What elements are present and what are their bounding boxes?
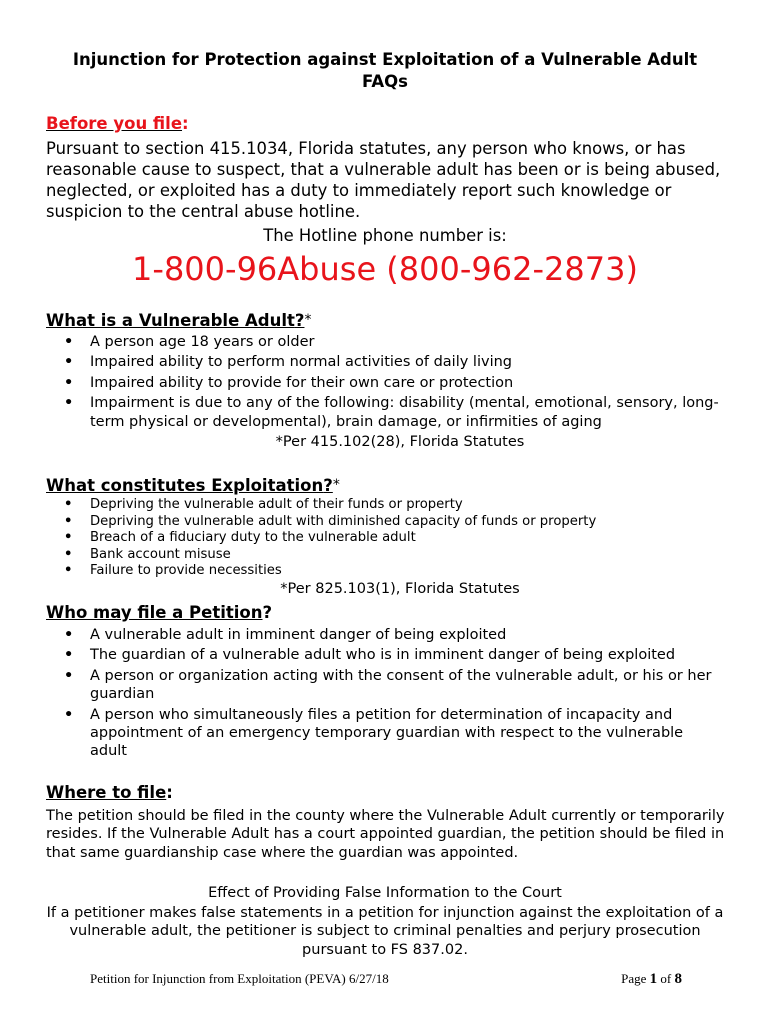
where-to-file-colon: : (166, 783, 173, 802)
page-word: Page (621, 971, 647, 986)
list-item: • Breach of a fiduciary duty to the vulnerable adult (64, 530, 724, 547)
before-you-file-title: Before you file (46, 114, 183, 133)
exploitation-question-mark: ? (323, 476, 333, 495)
exploitation-list (64, 497, 724, 580)
list-item: • A person age 18 years or older (64, 333, 724, 352)
list-item: • Depriving the vulnerable adult of their funds or property (64, 497, 724, 514)
list-item: • Failure to provide necessities (64, 563, 724, 580)
false-info-text: If a petitioner makes false statements in a petition for injunction against the exploitation of a vulnerable adult, the petitioner is subject to criminal penalties and perjury prosecution pursuant to FS 837.02. (46, 905, 724, 958)
list-item: • A vulnerable adult in imminent danger of being exploited (64, 626, 724, 644)
hotline-label: The Hotline phone number is: (263, 226, 507, 245)
exploitation-heading (46, 476, 340, 495)
list-item: • Bank account misuse (64, 547, 724, 564)
list-item: • Impaired ability to provide for their own care or protection (64, 374, 724, 393)
exploitation-star: * (332, 477, 340, 493)
current-page: 1 (649, 971, 658, 987)
list-item: • Depriving the vulnerable adult with diminished capacity of funds or property (64, 514, 724, 531)
hotline-number: 1-800-96Abuse (800-962-2873) (132, 250, 638, 288)
where-to-file-heading (46, 783, 173, 802)
vulnerable-adult-star: * (304, 312, 312, 328)
vulnerable-adult-heading (46, 311, 311, 330)
where-to-file-text: The petition should be filed in the county where the Vulnerable Adult currently or temporarily resides. If the Vulnerable Adult has a court appointed guardian, the petition should be filed in that same guardianship case where the guardian was appointed. (46, 808, 725, 861)
footer-form-name: Petition for Injunction from Exploitation (PEVA) 6/27/18 (90, 971, 389, 986)
vulnerable-adult-question-mark: ? (294, 311, 305, 330)
where-to-file-title: Where to file (46, 783, 167, 802)
vulnerable-adult-title: What is a Vulnerable Adult (46, 311, 295, 330)
page-footer (90, 971, 690, 987)
list-item: • Impairment is due to any of the following: disability (mental, emotional, sensory, long-term physical or developmental), brain damage, or infirmities of aging (64, 394, 724, 432)
page-number (621, 971, 682, 988)
before-you-file-colon: : (182, 114, 189, 133)
total-pages: 8 (674, 971, 682, 987)
who-may-file-heading (46, 603, 272, 622)
who-may-file-question-mark: ? (262, 603, 273, 622)
of-word: of (660, 971, 672, 986)
list-item: • The guardian of a vulnerable adult who is in imminent danger of being exploited (64, 646, 724, 664)
page-title (40, 49, 730, 93)
who-may-file-title: Who may file a Petition (46, 603, 263, 622)
list-item: • A person or organization acting with the consent of the vulnerable adult, or his or her guardian (64, 667, 724, 704)
title-line-1: Injunction for Protection against Exploitation of a Vulnerable Adult (72, 50, 698, 69)
vulnerable-adult-citation: *Per 415.102(28), Florida Statutes (275, 434, 525, 450)
exploitation-citation: *Per 825.103(1), Florida Statutes (280, 581, 520, 597)
before-you-file-heading (46, 114, 189, 133)
list-item: • Impaired ability to perform normal activities of daily living (64, 353, 724, 372)
list-item: • A person who simultaneously files a petition for determination of incapacity and appointment of an emergency temporary guardian with respect to the vulnerable adult (64, 706, 724, 761)
false-info-heading: Effect of Providing False Information to the Court (208, 885, 562, 901)
exploitation-title: What constitutes Exploitation (46, 476, 324, 495)
title-line-2: FAQs (362, 72, 408, 91)
who-may-file-list (64, 626, 724, 763)
before-you-file-text: Pursuant to section 415.1034, Florida statutes, any person who knows, or has reasonable cause to suspect, that a vulnerable adult has been or is being abused, neglected, or exploited has a duty to immediately report such knowledge or suspicion to the central abuse hotline. (46, 139, 721, 221)
vulnerable-adult-list (64, 333, 724, 433)
